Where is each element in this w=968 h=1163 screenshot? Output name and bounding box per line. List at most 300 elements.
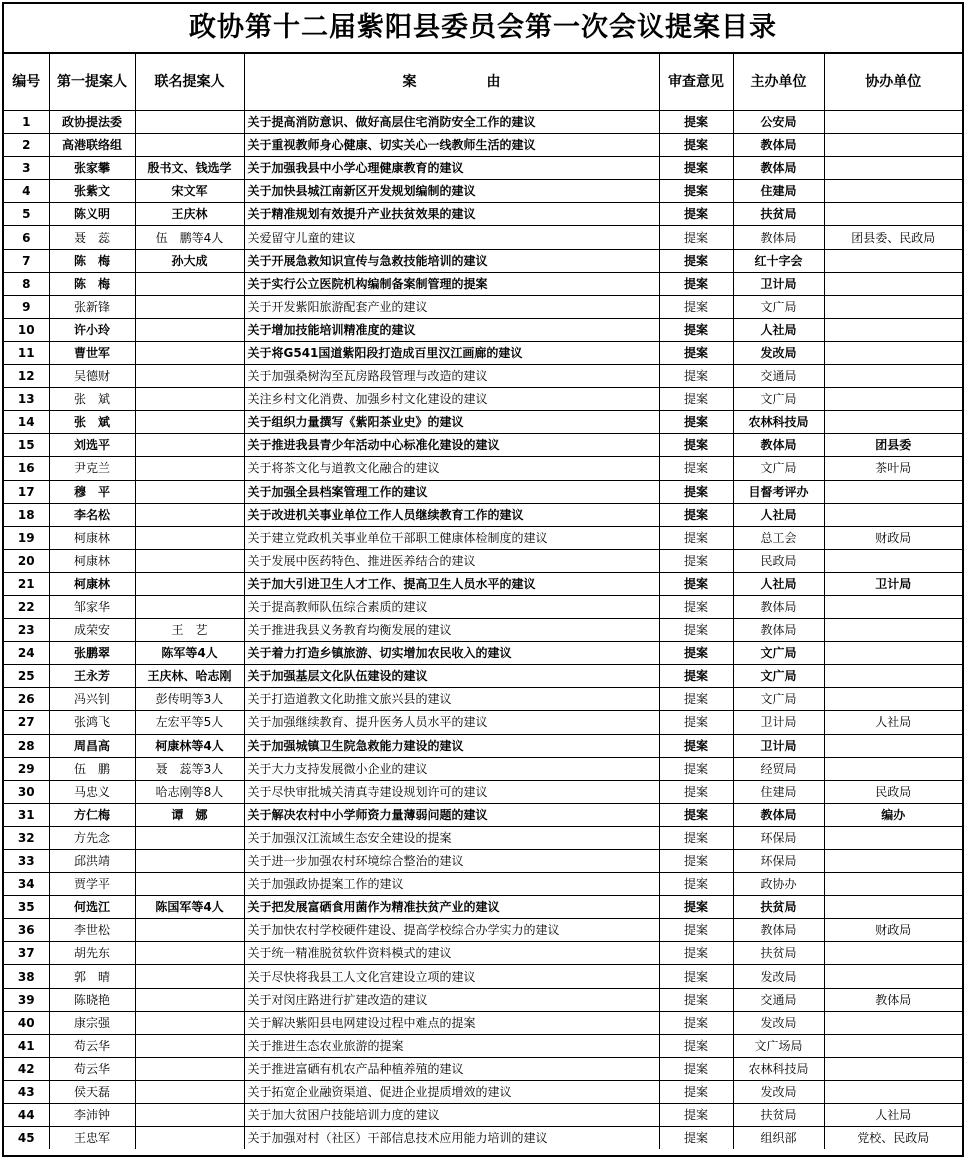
cell-host-unit: 教体局 xyxy=(733,919,824,942)
cell-assist-unit: 人社局 xyxy=(824,1104,962,1127)
header-host-unit: 主办单位 xyxy=(733,54,824,111)
cell-first-proposer: 方先念 xyxy=(49,826,135,849)
table-row xyxy=(4,157,962,180)
cell-co-proposers: 左宏平等5人 xyxy=(135,711,244,734)
cell-review: 提案 xyxy=(659,272,733,295)
header-no: 编号 xyxy=(4,54,49,111)
cell-host-unit: 发改局 xyxy=(733,1080,824,1103)
cell-co-proposers xyxy=(135,942,244,965)
header-co-proposers: 联名提案人 xyxy=(135,54,244,111)
cell-first-proposer: 张鹏翠 xyxy=(49,642,135,665)
cell-co-proposers xyxy=(135,850,244,873)
cell-co-proposers xyxy=(135,457,244,480)
cell-co-proposers xyxy=(135,965,244,988)
cell-co-proposers xyxy=(135,134,244,157)
cell-subject: 关于把发展富硒食用菌作为精准扶贫产业的建议 xyxy=(244,896,659,919)
cell-host-unit: 经贸局 xyxy=(733,757,824,780)
cell-review: 提案 xyxy=(659,318,733,341)
cell-assist-unit: 教体局 xyxy=(824,988,962,1011)
cell-no: 36 xyxy=(4,919,49,942)
cell-first-proposer: 柯康林 xyxy=(49,526,135,549)
cell-no: 14 xyxy=(4,411,49,434)
cell-review: 提案 xyxy=(659,734,733,757)
cell-assist-unit: 党校、民政局 xyxy=(824,1127,962,1150)
cell-first-proposer: 柯康林 xyxy=(49,549,135,572)
table-row xyxy=(4,896,962,919)
header-review: 审查意见 xyxy=(659,54,733,111)
cell-assist-unit xyxy=(824,203,962,226)
cell-assist-unit xyxy=(824,826,962,849)
cell-assist-unit xyxy=(824,942,962,965)
cell-subject: 关于将茶文化与道教文化融合的建议 xyxy=(244,457,659,480)
cell-subject: 关于加强继续教育、提升医务人员水平的建议 xyxy=(244,711,659,734)
cell-assist-unit: 人社局 xyxy=(824,711,962,734)
table-row xyxy=(4,134,962,157)
cell-co-proposers xyxy=(135,549,244,572)
table-row xyxy=(4,619,962,642)
cell-co-proposers xyxy=(135,411,244,434)
table-row xyxy=(4,919,962,942)
cell-no: 28 xyxy=(4,734,49,757)
cell-host-unit: 公安局 xyxy=(733,111,824,134)
cell-review: 提案 xyxy=(659,526,733,549)
cell-no: 5 xyxy=(4,203,49,226)
cell-first-proposer: 康宗强 xyxy=(49,1011,135,1034)
cell-no: 11 xyxy=(4,341,49,364)
cell-host-unit: 卫计局 xyxy=(733,734,824,757)
cell-review: 提案 xyxy=(659,942,733,965)
cell-review: 提案 xyxy=(659,873,733,896)
table-row xyxy=(4,642,962,665)
cell-co-proposers xyxy=(135,873,244,896)
cell-first-proposer: 曹世军 xyxy=(49,341,135,364)
cell-review: 提案 xyxy=(659,711,733,734)
cell-review: 提案 xyxy=(659,434,733,457)
cell-review: 提案 xyxy=(659,850,733,873)
header-first-proposer: 第一提案人 xyxy=(49,54,135,111)
cell-review: 提案 xyxy=(659,365,733,388)
table-row xyxy=(4,1127,962,1150)
cell-co-proposers xyxy=(135,572,244,595)
cell-subject: 关于重视教师身心健康、切实关心一线教师生活的建议 xyxy=(244,134,659,157)
cell-no: 17 xyxy=(4,480,49,503)
cell-host-unit: 环保局 xyxy=(733,850,824,873)
cell-assist-unit: 财政局 xyxy=(824,919,962,942)
cell-co-proposers xyxy=(135,272,244,295)
cell-subject: 关于加强汉江流域生态安全建设的提案 xyxy=(244,826,659,849)
page-title: 政协第十二届紫阳县委员会第一次会议提案目录 xyxy=(4,4,962,54)
cell-no: 30 xyxy=(4,780,49,803)
table-row xyxy=(4,411,962,434)
cell-no: 9 xyxy=(4,295,49,318)
cell-no: 1 xyxy=(4,111,49,134)
table-row xyxy=(4,1080,962,1103)
cell-review: 提案 xyxy=(659,965,733,988)
cell-co-proposers xyxy=(135,1080,244,1103)
cell-co-proposers: 聂 蕊等3人 xyxy=(135,757,244,780)
table-row xyxy=(4,341,962,364)
cell-no: 42 xyxy=(4,1057,49,1080)
cell-first-proposer: 侯天磊 xyxy=(49,1080,135,1103)
table-row xyxy=(4,480,962,503)
table-row xyxy=(4,803,962,826)
cell-first-proposer: 邱洪靖 xyxy=(49,850,135,873)
cell-first-proposer: 吴德财 xyxy=(49,365,135,388)
table-row xyxy=(4,873,962,896)
cell-co-proposers xyxy=(135,1127,244,1150)
cell-review: 提案 xyxy=(659,988,733,1011)
cell-assist-unit xyxy=(824,1057,962,1080)
cell-co-proposers: 柯康林等4人 xyxy=(135,734,244,757)
cell-assist-unit: 茶叶局 xyxy=(824,457,962,480)
cell-review: 提案 xyxy=(659,503,733,526)
cell-no: 26 xyxy=(4,688,49,711)
cell-host-unit: 文广场局 xyxy=(733,1034,824,1057)
table-row xyxy=(4,111,962,134)
table-row xyxy=(4,850,962,873)
cell-review: 提案 xyxy=(659,1127,733,1150)
cell-assist-unit xyxy=(824,111,962,134)
cell-co-proposers xyxy=(135,434,244,457)
cell-co-proposers xyxy=(135,988,244,1011)
cell-review: 提案 xyxy=(659,1104,733,1127)
cell-no: 35 xyxy=(4,896,49,919)
cell-co-proposers xyxy=(135,526,244,549)
cell-co-proposers xyxy=(135,1034,244,1057)
cell-first-proposer: 许小玲 xyxy=(49,318,135,341)
cell-review: 提案 xyxy=(659,203,733,226)
table-row xyxy=(4,988,962,1011)
cell-subject: 关于进一步加强农村环境综合整治的建议 xyxy=(244,850,659,873)
cell-first-proposer: 陈 梅 xyxy=(49,249,135,272)
cell-subject: 关于改进机关事业单位工作人员继续教育工作的建议 xyxy=(244,503,659,526)
cell-host-unit: 农林科技局 xyxy=(733,411,824,434)
cell-co-proposers: 殷书文、钱选学 xyxy=(135,157,244,180)
cell-no: 8 xyxy=(4,272,49,295)
cell-subject: 关于推进生态农业旅游的提案 xyxy=(244,1034,659,1057)
cell-subject: 关于加大贫困户技能培训力度的建议 xyxy=(244,1104,659,1127)
cell-assist-unit xyxy=(824,388,962,411)
cell-co-proposers: 宋文军 xyxy=(135,180,244,203)
cell-review: 提案 xyxy=(659,665,733,688)
cell-assist-unit xyxy=(824,734,962,757)
cell-host-unit: 人社局 xyxy=(733,503,824,526)
cell-first-proposer: 郭 晴 xyxy=(49,965,135,988)
cell-host-unit: 教体局 xyxy=(733,226,824,249)
cell-review: 提案 xyxy=(659,1080,733,1103)
proposal-table xyxy=(4,54,962,1149)
cell-co-proposers: 陈国军等4人 xyxy=(135,896,244,919)
cell-host-unit: 组织部 xyxy=(733,1127,824,1150)
cell-first-proposer: 尹克兰 xyxy=(49,457,135,480)
cell-assist-unit: 财政局 xyxy=(824,526,962,549)
cell-review: 提案 xyxy=(659,780,733,803)
cell-assist-unit xyxy=(824,757,962,780)
cell-co-proposers: 王庆林、哈志刚 xyxy=(135,665,244,688)
table-row xyxy=(4,549,962,572)
cell-review: 提案 xyxy=(659,457,733,480)
cell-assist-unit: 卫计局 xyxy=(824,572,962,595)
cell-host-unit: 住建局 xyxy=(733,180,824,203)
cell-host-unit: 交通局 xyxy=(733,365,824,388)
cell-co-proposers: 陈军等4人 xyxy=(135,642,244,665)
table-row xyxy=(4,572,962,595)
table-row xyxy=(4,526,962,549)
cell-review: 提案 xyxy=(659,1057,733,1080)
cell-no: 39 xyxy=(4,988,49,1011)
cell-subject: 关于推进我县青少年活动中心标准化建设的建议 xyxy=(244,434,659,457)
cell-review: 提案 xyxy=(659,595,733,618)
cell-first-proposer: 政协提法委 xyxy=(49,111,135,134)
cell-subject: 关于解决农村中小学师资力量薄弱问题的建议 xyxy=(244,803,659,826)
proposal-sheet xyxy=(2,2,964,1157)
cell-assist-unit xyxy=(824,665,962,688)
cell-host-unit: 住建局 xyxy=(733,780,824,803)
table-row xyxy=(4,180,962,203)
cell-co-proposers xyxy=(135,503,244,526)
cell-first-proposer: 李世松 xyxy=(49,919,135,942)
cell-first-proposer: 成荣安 xyxy=(49,619,135,642)
cell-host-unit: 民政局 xyxy=(733,549,824,572)
cell-subject: 关于推进我县义务教育均衡发展的建议 xyxy=(244,619,659,642)
cell-first-proposer: 张新锋 xyxy=(49,295,135,318)
cell-co-proposers xyxy=(135,919,244,942)
header-row xyxy=(4,54,962,111)
cell-first-proposer: 苟云华 xyxy=(49,1034,135,1057)
cell-assist-unit xyxy=(824,619,962,642)
cell-assist-unit xyxy=(824,549,962,572)
cell-subject: 关于着力打造乡镇旅游、切实增加农民收入的建议 xyxy=(244,642,659,665)
cell-co-proposers xyxy=(135,595,244,618)
cell-subject: 关于提高教师队伍综合素质的建议 xyxy=(244,595,659,618)
cell-subject: 关于提高消防意识、做好高层住宅消防安全工作的建议 xyxy=(244,111,659,134)
cell-co-proposers xyxy=(135,1057,244,1080)
cell-subject: 关于加大引进卫生人才工作、提高卫生人员水平的建议 xyxy=(244,572,659,595)
cell-first-proposer: 张家攀 xyxy=(49,157,135,180)
cell-first-proposer: 苟云华 xyxy=(49,1057,135,1080)
cell-no: 33 xyxy=(4,850,49,873)
cell-assist-unit xyxy=(824,134,962,157)
cell-host-unit: 教体局 xyxy=(733,619,824,642)
table-row xyxy=(4,1104,962,1127)
cell-assist-unit xyxy=(824,180,962,203)
cell-review: 提案 xyxy=(659,388,733,411)
cell-assist-unit xyxy=(824,411,962,434)
cell-assist-unit: 团县委、民政局 xyxy=(824,226,962,249)
header-assist-unit: 协办单位 xyxy=(824,54,962,111)
cell-assist-unit xyxy=(824,896,962,919)
cell-subject: 关于加强基层文化队伍建设的建议 xyxy=(244,665,659,688)
cell-host-unit: 交通局 xyxy=(733,988,824,1011)
cell-no: 34 xyxy=(4,873,49,896)
table-row xyxy=(4,457,962,480)
cell-review: 提案 xyxy=(659,180,733,203)
cell-subject: 关注乡村文化消费、加强乡村文化建设的建议 xyxy=(244,388,659,411)
cell-subject: 关于开展急救知识宣传与急救技能培训的建议 xyxy=(244,249,659,272)
table-row xyxy=(4,1057,962,1080)
table-row xyxy=(4,595,962,618)
cell-host-unit: 卫计局 xyxy=(733,272,824,295)
cell-first-proposer: 刘选平 xyxy=(49,434,135,457)
cell-co-proposers xyxy=(135,1104,244,1127)
cell-host-unit: 教体局 xyxy=(733,134,824,157)
cell-host-unit: 环保局 xyxy=(733,826,824,849)
cell-co-proposers xyxy=(135,341,244,364)
cell-host-unit: 卫计局 xyxy=(733,711,824,734)
cell-host-unit: 文广局 xyxy=(733,457,824,480)
cell-no: 31 xyxy=(4,803,49,826)
cell-no: 15 xyxy=(4,434,49,457)
cell-no: 2 xyxy=(4,134,49,157)
cell-host-unit: 扶贫局 xyxy=(733,896,824,919)
cell-subject: 关于加强桑树沟至瓦房路段管理与改造的建议 xyxy=(244,365,659,388)
cell-first-proposer: 张鸿飞 xyxy=(49,711,135,734)
cell-first-proposer: 聂 蕊 xyxy=(49,226,135,249)
cell-first-proposer: 李沛钟 xyxy=(49,1104,135,1127)
cell-no: 43 xyxy=(4,1080,49,1103)
cell-host-unit: 文广局 xyxy=(733,642,824,665)
cell-co-proposers xyxy=(135,1011,244,1034)
cell-no: 24 xyxy=(4,642,49,665)
cell-subject: 关于组织力量撰写《紫阳茶业史》的建议 xyxy=(244,411,659,434)
cell-subject: 关于尽快将我县工人文化宫建设立项的建议 xyxy=(244,965,659,988)
cell-no: 21 xyxy=(4,572,49,595)
table-row xyxy=(4,942,962,965)
cell-subject: 关于解决紫阳县电网建设过程中难点的提案 xyxy=(244,1011,659,1034)
cell-subject: 关于实行公立医院机构编制备案制管理的提案 xyxy=(244,272,659,295)
cell-co-proposers: 孙大成 xyxy=(135,249,244,272)
cell-co-proposers: 谭 娜 xyxy=(135,803,244,826)
cell-assist-unit xyxy=(824,318,962,341)
table-row xyxy=(4,203,962,226)
cell-subject: 关于加强城镇卫生院急救能力建设的建议 xyxy=(244,734,659,757)
cell-first-proposer: 胡先东 xyxy=(49,942,135,965)
cell-review: 提案 xyxy=(659,249,733,272)
cell-assist-unit: 民政局 xyxy=(824,780,962,803)
cell-review: 提案 xyxy=(659,896,733,919)
table-row xyxy=(4,295,962,318)
cell-first-proposer: 马忠义 xyxy=(49,780,135,803)
cell-no: 19 xyxy=(4,526,49,549)
cell-no: 32 xyxy=(4,826,49,849)
cell-no: 29 xyxy=(4,757,49,780)
cell-no: 38 xyxy=(4,965,49,988)
table-row xyxy=(4,1034,962,1057)
table-row xyxy=(4,249,962,272)
cell-first-proposer: 张紫文 xyxy=(49,180,135,203)
cell-first-proposer: 周昌高 xyxy=(49,734,135,757)
table-row xyxy=(4,826,962,849)
cell-subject: 关于拓宽企业融资渠道、促进企业提质增效的建议 xyxy=(244,1080,659,1103)
cell-first-proposer: 陈义明 xyxy=(49,203,135,226)
cell-host-unit: 发改局 xyxy=(733,1011,824,1034)
cell-review: 提案 xyxy=(659,295,733,318)
cell-co-proposers xyxy=(135,295,244,318)
table-row xyxy=(4,1011,962,1034)
cell-no: 22 xyxy=(4,595,49,618)
cell-subject: 关于统一精准脱贫软件资料模式的建议 xyxy=(244,942,659,965)
cell-subject: 关于加强我县中小学心理健康教育的建议 xyxy=(244,157,659,180)
cell-host-unit: 农林科技局 xyxy=(733,1057,824,1080)
cell-first-proposer: 冯兴钊 xyxy=(49,688,135,711)
table-row xyxy=(4,434,962,457)
table-row xyxy=(4,365,962,388)
cell-host-unit: 教体局 xyxy=(733,803,824,826)
cell-co-proposers: 王 艺 xyxy=(135,619,244,642)
cell-co-proposers xyxy=(135,318,244,341)
cell-no: 44 xyxy=(4,1104,49,1127)
cell-no: 16 xyxy=(4,457,49,480)
cell-no: 37 xyxy=(4,942,49,965)
cell-subject: 关于开发紫阳旅游配套产业的建议 xyxy=(244,295,659,318)
cell-assist-unit xyxy=(824,873,962,896)
cell-review: 提案 xyxy=(659,480,733,503)
cell-review: 提案 xyxy=(659,826,733,849)
cell-review: 提案 xyxy=(659,803,733,826)
cell-review: 提案 xyxy=(659,111,733,134)
cell-subject: 关于增加技能培训精准度的建议 xyxy=(244,318,659,341)
table-row xyxy=(4,780,962,803)
cell-host-unit: 总工会 xyxy=(733,526,824,549)
cell-first-proposer: 陈 梅 xyxy=(49,272,135,295)
cell-assist-unit: 团县委 xyxy=(824,434,962,457)
cell-assist-unit xyxy=(824,688,962,711)
cell-review: 提案 xyxy=(659,919,733,942)
table-row xyxy=(4,388,962,411)
cell-review: 提案 xyxy=(659,572,733,595)
cell-review: 提案 xyxy=(659,157,733,180)
cell-review: 提案 xyxy=(659,619,733,642)
cell-first-proposer: 张 斌 xyxy=(49,411,135,434)
cell-subject: 关于推进富硒有机农产品种植养殖的建议 xyxy=(244,1057,659,1080)
cell-subject: 关于发展中医药特色、推进医养结合的建议 xyxy=(244,549,659,572)
cell-host-unit: 人社局 xyxy=(733,572,824,595)
table-row xyxy=(4,734,962,757)
table-row xyxy=(4,688,962,711)
cell-no: 4 xyxy=(4,180,49,203)
cell-assist-unit xyxy=(824,595,962,618)
cell-co-proposers: 哈志刚等8人 xyxy=(135,780,244,803)
cell-assist-unit xyxy=(824,249,962,272)
cell-review: 提案 xyxy=(659,549,733,572)
cell-co-proposers xyxy=(135,388,244,411)
table-row xyxy=(4,503,962,526)
cell-assist-unit xyxy=(824,480,962,503)
cell-no: 6 xyxy=(4,226,49,249)
cell-assist-unit xyxy=(824,295,962,318)
cell-first-proposer: 张 斌 xyxy=(49,388,135,411)
cell-host-unit: 文广局 xyxy=(733,295,824,318)
table-row xyxy=(4,318,962,341)
cell-host-unit: 文广局 xyxy=(733,388,824,411)
cell-review: 提案 xyxy=(659,642,733,665)
cell-subject: 关于加强全县档案管理工作的建议 xyxy=(244,480,659,503)
cell-first-proposer: 柯康林 xyxy=(49,572,135,595)
cell-review: 提案 xyxy=(659,411,733,434)
cell-co-proposers: 王庆林 xyxy=(135,203,244,226)
table-row xyxy=(4,272,962,295)
cell-first-proposer: 陈晓艳 xyxy=(49,988,135,1011)
table-body xyxy=(4,111,962,1150)
cell-subject: 关于大力支持发展微小企业的建议 xyxy=(244,757,659,780)
cell-subject: 关于加强对村（社区）干部信息技术应用能力培训的建议 xyxy=(244,1127,659,1150)
cell-review: 提案 xyxy=(659,341,733,364)
cell-no: 3 xyxy=(4,157,49,180)
cell-host-unit: 教体局 xyxy=(733,434,824,457)
cell-first-proposer: 邹家华 xyxy=(49,595,135,618)
cell-review: 提案 xyxy=(659,134,733,157)
cell-co-proposers xyxy=(135,365,244,388)
